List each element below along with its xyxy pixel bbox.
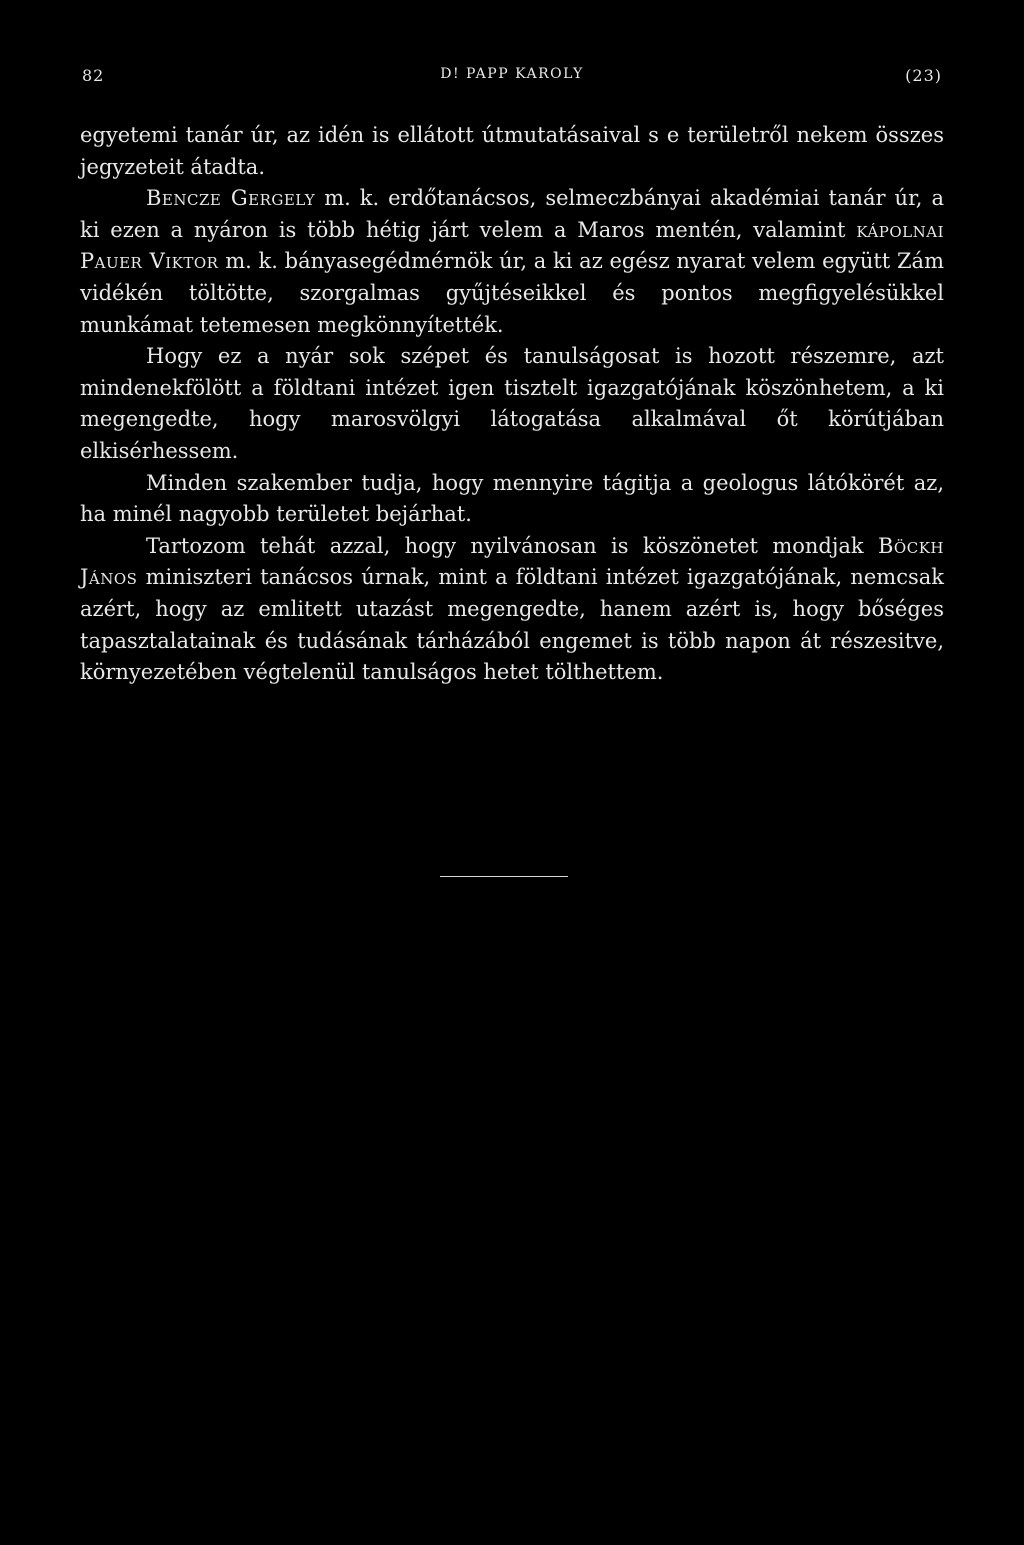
running-head-author: D! PAPP KAROLY xyxy=(440,66,584,82)
person-name: kápolnai Pauer Viktor xyxy=(80,217,944,274)
end-rule xyxy=(440,876,568,877)
section-number: (23) xyxy=(905,66,942,85)
person-name: Bencze Gergely xyxy=(146,186,316,211)
paragraph xyxy=(80,468,944,531)
paragraph-text: egyetemi tanár úr, az idén is ellátott útmutatásaival s e területről nekem összes jegyzeteit átadta. xyxy=(80,123,944,179)
paragraph xyxy=(80,341,944,467)
running-head xyxy=(82,66,942,94)
person-name: Böckh János xyxy=(80,533,944,590)
paragraph-text: Hogy ez a nyár sok szépet és tanulságosat is hozott részemre, azt mindenekfölött a földtani intézet igen tisztelt igazgatójának köszönhetem, a ki megengedte, hogy marosvölgyi látogatása alkalmával őt körútjában elkisérhessem. xyxy=(80,344,944,463)
page-number: 82 xyxy=(82,66,105,85)
paragraph-text: Tartozom tehát azzal, hogy nyilvánosan is köszönetet mondjak xyxy=(146,533,878,558)
paragraph xyxy=(80,531,944,689)
paragraph-text: m. k. erdőtanácsos, selmeczbányai akadémiai tanár úr, a ki ezen a nyáron is több hétig járt velem a Maros mentén, valamint xyxy=(80,186,944,242)
paragraph xyxy=(80,120,944,183)
paragraph-text: m. k. bányasegédmérnök úr, a ki az egész nyarat velem együtt Zám vidékén töltötte, szorgalmas gyűjtéseikkel és pontos megfigyelésükkel munkámat tetemesen megkönnyítették. xyxy=(80,249,944,337)
paragraph-text: Minden szakember tudja, hogy mennyire tágitja a geologus látókörét az, ha minél nagyobb területet bejárhat. xyxy=(80,470,944,527)
paragraph-text: miniszteri tanácsos úrnak, mint a földtani intézet igazgatójának, nemcsak azért, hogy az emlitett utazást megengedte, hanem azért is, hogy bőséges tapasztalatainak és tudásának tárházából engemet is több napon át részesitve, környezetében végtelenül tanulságos hetet tölthettem. xyxy=(80,565,944,685)
paragraph xyxy=(80,183,944,341)
body-text xyxy=(80,120,944,689)
